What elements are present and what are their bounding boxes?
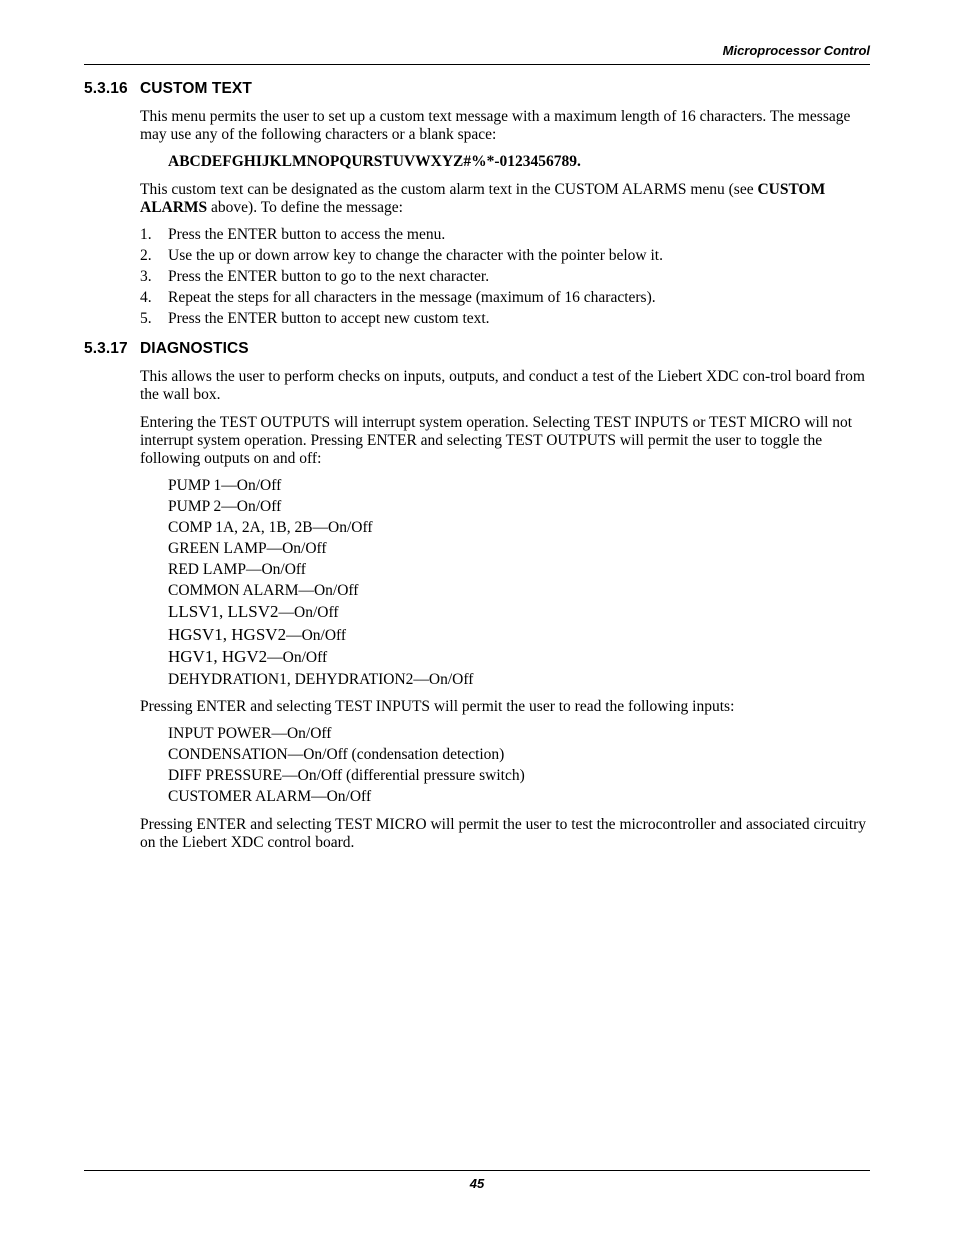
step-text: Press the ENTER button to go to the next character. <box>168 268 490 285</box>
step-text: Repeat the steps for all characters in the message (maximum of 16 characters). <box>168 289 656 306</box>
output-item: COMP 1A, 2A, 1B, 2B—On/Off <box>168 519 373 536</box>
output-item: COMMON ALARM—On/Off <box>168 582 359 599</box>
step-text: Use the up or down arrow key to change the character with the pointer below it. <box>168 247 663 264</box>
section-number: 5.3.16 <box>84 80 128 97</box>
step-number: 5. <box>140 310 152 327</box>
output-item <box>168 648 473 671</box>
step-number: 3. <box>140 268 152 285</box>
test-micro-description: Pressing ENTER and selecting TEST MICRO will permit the user to test the microcontroller and associated circuitry on the Liebert XDC control board. <box>140 816 867 851</box>
step-number: 4. <box>140 289 152 306</box>
input-item: INPUT POWER—On/Off <box>168 725 332 742</box>
step-item <box>140 289 663 310</box>
step-item <box>140 310 663 331</box>
step-item <box>140 226 663 247</box>
allowed-characters: ABCDEFGHIJKLMNOPQURSTUVWXYZ#%*-0123456789. <box>168 153 581 170</box>
step-text: Press the ENTER button to access the menu. <box>168 226 446 243</box>
step-item <box>140 268 663 289</box>
output-name: HGV1, HGV2 <box>168 647 268 666</box>
section-number: 5.3.17 <box>84 340 128 357</box>
step-number: 2. <box>140 247 152 264</box>
output-state: —On/Off <box>286 626 347 644</box>
section-heading-custom-text <box>84 80 252 98</box>
running-header: Microprocessor Control <box>722 43 870 58</box>
input-item: DIFF PRESSURE—On/Off (differential pressure switch) <box>168 767 525 784</box>
output-state: —On/Off <box>278 604 339 621</box>
output-item: PUMP 2—On/Off <box>168 498 282 515</box>
diagnostics-intro: This allows the user to perform checks on inputs, outputs, and conduct a test of the Liebert XDC con-trol board from the wall box. <box>140 368 865 403</box>
designate-text-post: above). To define the message: <box>207 199 403 216</box>
output-item: PUMP 1—On/Off <box>168 477 282 494</box>
output-item: GREEN LAMP—On/Off <box>168 540 327 557</box>
section-title: DIAGNOSTICS <box>140 340 249 357</box>
custom-alarms-reference: CUSTOM ALARMS <box>140 181 826 216</box>
input-item: CONDENSATION—On/Off (condensation detection) <box>168 746 505 763</box>
section-title: CUSTOM TEXT <box>140 80 252 97</box>
custom-text-designate <box>140 181 870 217</box>
output-name: LLSV1, LLSV2 <box>168 602 279 621</box>
test-outputs-description: Entering the TEST OUTPUTS will interrupt system operation. Selecting TEST INPUTS or TEST MICRO will not interrupt system operation. Pressing ENTER and selecting TEST OUTPUTS will permit the user to toggle the following outputs on and off: <box>140 414 853 467</box>
step-item <box>140 247 663 268</box>
header-rule <box>84 64 870 65</box>
output-item <box>168 603 473 626</box>
output-item: RED LAMP—On/Off <box>168 561 306 578</box>
page-number: 45 <box>469 1176 485 1191</box>
output-item <box>168 626 473 649</box>
section-heading-diagnostics <box>84 340 249 358</box>
output-item: DEHYDRATION1, DEHYDRATION2—On/Off <box>168 670 474 688</box>
custom-text-intro: This menu permits the user to set up a custom text message with a maximum length of 16 characters. The message may use any of the following characters or a blank space: <box>140 108 851 143</box>
step-text: Press the ENTER button to accept new custom text. <box>168 310 490 327</box>
step-number: 1. <box>140 226 152 243</box>
input-item: CUSTOMER ALARM—On/Off <box>168 788 372 805</box>
test-inputs-list <box>168 725 525 809</box>
designate-text-pre: This custom text can be designated as the custom alarm text in the CUSTOM ALARMS menu (see <box>140 181 758 198</box>
test-outputs-list <box>168 477 473 692</box>
footer-rule <box>84 1170 870 1171</box>
test-inputs-description: Pressing ENTER and selecting TEST INPUTS will permit the user to read the following inputs: <box>140 698 735 715</box>
output-state: —On/Off <box>267 649 328 666</box>
custom-text-steps <box>140 226 663 331</box>
output-name: HGSV1, HGSV2 <box>168 624 287 644</box>
